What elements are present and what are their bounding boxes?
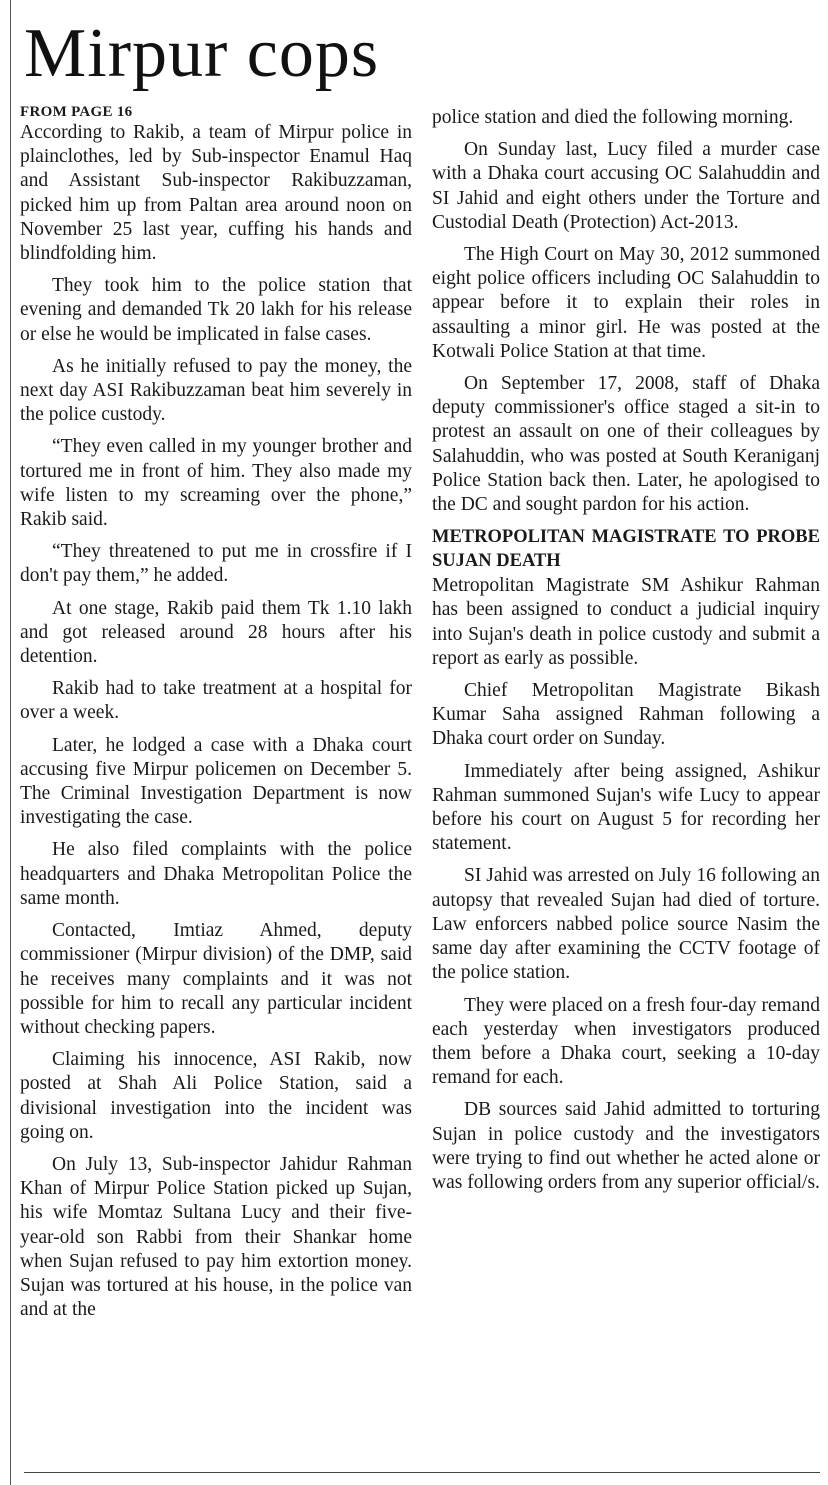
article-column-right [432, 106, 820, 1203]
paragraph: “They threatened to put me in crossfire if I don't pay them,” he added. [20, 541, 412, 587]
headline: Mirpur cops [24, 15, 380, 92]
paragraph: They were placed on a fresh four-day remand each yesterday when investigators produced them before a Dhaka court, seeking a 10-day remand for each. [432, 994, 820, 1089]
paragraph: At one stage, Rakib paid them Tk 1.10 lakh and got released around 28 hours after his detention. [20, 597, 412, 668]
paragraph: The High Court on May 30, 2012 summoned eight police officers including OC Salahuddin to appear before it to explain their roles in assaulting a minor girl. He was posted at the Kotwali Police Station at that time. [432, 244, 820, 362]
paragraph: Rakib had to take treatment at a hospital for over a week. [20, 678, 412, 724]
paragraph: DB sources said Jahid admitted to torturing Sujan in police custody and the investigators were trying to find out whether he acted alone or was following orders from any superior official/s. [432, 1099, 820, 1193]
paragraph: Metropolitan Magistrate SM Ashikur Rahman has been assigned to conduct a judicial inquiry into Sujan's death in police custody and submit a report as early as possible. [432, 575, 820, 669]
paragraph: Immediately after being assigned, Ashikur Rahman summoned Sujan's wife Lucy to appear before his court on August 5 for recording her statement. [432, 760, 820, 855]
subheading: METROPOLITAN MAGISTRATE TO PROBE SUJAN DEATH [432, 527, 820, 572]
paragraph: On Sunday last, Lucy filed a murder case with a Dhaka court accusing OC Salahuddin and SI Jahid and eight others under the Torture and Custodial Death (Protection) Act-2013. [432, 139, 820, 233]
paragraph: He also filed complaints with the police headquarters and Dhaka Metropolitan Police the same month. [20, 839, 412, 909]
jump-label: FROM PAGE 16 [20, 104, 133, 120]
paragraph: police station and died the following morning. [432, 107, 794, 128]
article-column-left [20, 103, 412, 1330]
paragraph: They took him to the police station that evening and demanded Tk 20 lakh for his release or else he would be implicated in false cases. [20, 275, 412, 345]
paragraph: As he initially refused to pay the money, the next day ASI Rakibuzzaman beat him severely in the police custody. [20, 355, 412, 426]
paragraph: Later, he lodged a case with a Dhaka court accusing five Mirpur policemen on December 5. The Criminal Investigation Department is now investigating the case. [20, 734, 412, 829]
left-column-rule [10, 0, 11, 1485]
paragraph: Chief Metropolitan Magistrate Bikash Kumar Saha assigned Rahman following a Dhaka court order on Sunday. [432, 680, 820, 750]
paragraph: Claiming his innocence, ASI Rakib, now posted at Shah Ali Police Station, said a divisional investigation into the incident was going on. [20, 1049, 412, 1143]
paragraph: Contacted, Imtiaz Ahmed, deputy commissioner (Mirpur division) of the DMP, said he receives many complaints and it was not possible for him to recall any particular incident without checking papers. [20, 920, 412, 1038]
paragraph: On July 13, Sub-inspector Jahidur Rahman Khan of Mirpur Police Station picked up Sujan, his wife Momtaz Sultana Lucy and their five-year-old son Rabbi from their Shankar home when Sujan refused to pay him extortion money. Sujan was tortured at his house, in the police van and at the [20, 1153, 412, 1321]
paragraph: “They even called in my younger brother and tortured me in front of him. They also made my wife listen to my screaming over the phone,” Rakib said. [20, 436, 412, 531]
paragraph: According to Rakib, a team of Mirpur police in plainclothes, led by Sub-inspector Enamul Haq and Assistant Sub-inspector Rakibuzzaman, picked him up from Paltan area around noon on November 25 last year, cuffing his hands and blindfolding him. [20, 122, 412, 265]
paragraph: On September 17, 2008, staff of Dhaka deputy commissioner's office staged a sit-in to protest an assault on one of their colleagues by Salahuddin, who was posted at South Keraniganj Police Station back then. Later, he apologised to the DC and sought pardon for his action. [432, 373, 820, 516]
paragraph: SI Jahid was arrested on July 16 following an autopsy that revealed Sujan had died of torture. Law enforcers nabbed police source Nasim the same day after examining the CCTV footage of the police station. [432, 865, 820, 984]
bottom-rule [24, 1472, 820, 1473]
